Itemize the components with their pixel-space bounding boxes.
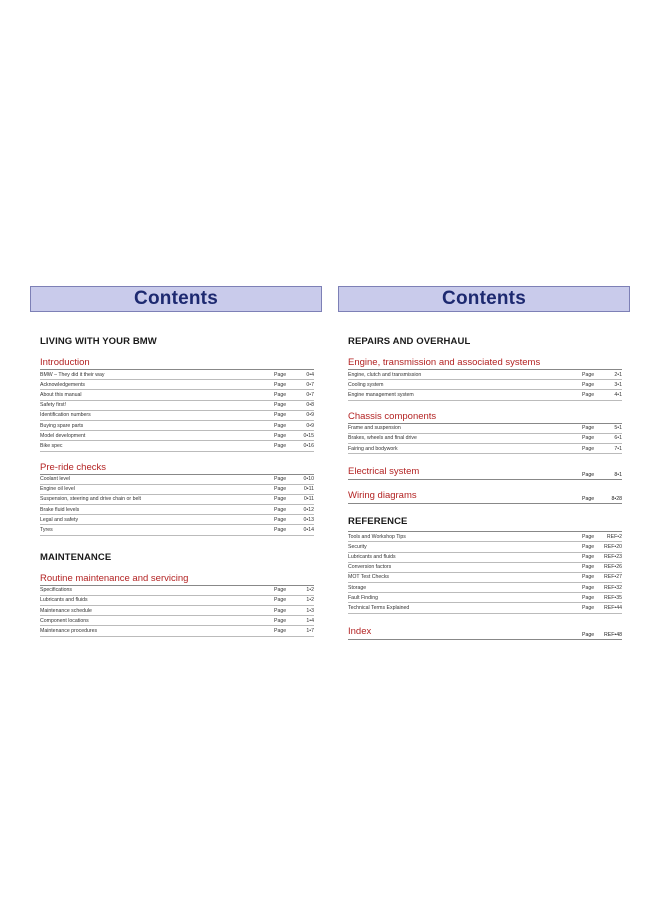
toc-row[interactable] <box>348 553 622 563</box>
page-number: 1•7 <box>306 627 314 634</box>
page-label: Page <box>274 432 287 439</box>
page-label: Page <box>582 574 595 581</box>
page-label: Page <box>582 533 595 540</box>
toc-section <box>40 462 314 536</box>
toc-entry-label: Brake fluid levels <box>40 506 80 513</box>
page-label: Page <box>582 425 595 432</box>
page-number: REF•44 <box>604 605 622 612</box>
toc-row[interactable] <box>40 525 314 535</box>
page-label: Page <box>274 617 287 624</box>
toc-entry-label: Conversion factors <box>348 564 392 571</box>
page-number: 1•4 <box>306 617 314 624</box>
page-number: 0•9 <box>306 412 314 419</box>
right-page <box>338 286 630 640</box>
reference-rows <box>348 531 622 614</box>
toc-row[interactable] <box>40 390 314 400</box>
section-wiring[interactable] <box>348 490 622 504</box>
toc-entry-label: Lubricants and fluids <box>348 554 396 561</box>
page-number: 0•10 <box>303 476 314 483</box>
page-number: 0•7 <box>306 381 314 388</box>
toc-row[interactable] <box>40 626 314 636</box>
section-rows <box>348 370 622 401</box>
page-number: REF•35 <box>604 594 622 601</box>
right-contents-column <box>338 336 630 640</box>
page-label: Page <box>582 445 595 452</box>
toc-entry-label: Tyres <box>40 527 53 534</box>
page-number: 7•1 <box>614 445 622 452</box>
toc-entry-label: Cooling system <box>348 381 384 388</box>
page-number: 1•2 <box>306 597 314 604</box>
page-label: Page <box>582 605 595 612</box>
toc-entry-label: Legal and safety <box>40 516 79 523</box>
page-label: Page <box>274 476 287 483</box>
toc-section <box>40 357 314 452</box>
page-label: Page <box>582 496 595 503</box>
page-label: Page <box>582 594 595 601</box>
part-heading-reference: REFERENCE <box>348 516 408 528</box>
toc-row[interactable] <box>40 431 314 441</box>
left-contents-column <box>30 336 322 637</box>
section-electrical[interactable] <box>348 466 622 480</box>
page-label: Page <box>582 554 595 561</box>
toc-entry-label: Storage <box>348 584 367 591</box>
page-number: REF•32 <box>604 584 622 591</box>
section-title[interactable]: Routine maintenance and servicing <box>40 573 314 586</box>
section-engine <box>348 357 622 401</box>
part-heading: MAINTENANCE <box>40 551 112 563</box>
page-label: Page <box>274 516 287 523</box>
section-title: Wiring diagrams <box>348 490 417 502</box>
section-title[interactable]: Introduction <box>40 357 314 370</box>
page-number: 0•16 <box>303 442 314 449</box>
toc-row[interactable] <box>348 532 622 542</box>
toc-row[interactable] <box>40 505 314 515</box>
page-label: Page <box>274 527 287 534</box>
section-index[interactable] <box>348 626 622 640</box>
toc-row[interactable] <box>40 411 314 421</box>
toc-row[interactable] <box>348 380 622 390</box>
page-label: Page <box>274 597 287 604</box>
section-rows <box>348 424 622 455</box>
toc-row[interactable] <box>40 475 314 485</box>
page-label: Page <box>274 371 287 378</box>
page-number: 8•1 <box>614 472 622 479</box>
page-number: 0•11 <box>303 496 314 503</box>
contents-banner-right <box>338 286 630 312</box>
section-title[interactable]: Chassis components <box>348 411 622 424</box>
page-number: REF•48 <box>604 631 622 638</box>
page-label: Page <box>582 631 595 638</box>
page-number: 8•28 <box>611 496 622 503</box>
page-number: 0•9 <box>306 422 314 429</box>
toc-row[interactable] <box>40 421 314 431</box>
page-label: Page <box>582 391 595 398</box>
page-number: 3•1 <box>614 381 622 388</box>
contents-banner-left <box>30 286 322 312</box>
toc-row[interactable] <box>40 596 314 606</box>
page-number: 2•1 <box>614 371 622 378</box>
page-number: 1•2 <box>306 587 314 594</box>
toc-row[interactable] <box>348 370 622 380</box>
section-title[interactable]: Engine, transmission and associated systems <box>348 357 622 370</box>
page-number: 0•14 <box>303 527 314 534</box>
page-number: 6•1 <box>614 435 622 442</box>
toc-row[interactable] <box>348 573 622 583</box>
toc-entry-label: Coolant level <box>40 476 70 483</box>
section-title[interactable]: Pre-ride checks <box>40 462 314 475</box>
toc-entry-label: Bike spec <box>40 442 63 449</box>
toc-entry-label: Engine, clutch and transmission <box>348 371 422 378</box>
page-label: Page <box>274 587 287 594</box>
toc-entry-label: Brakes, wheels and final drive <box>348 435 417 442</box>
page-number: REF•2 <box>606 533 622 540</box>
toc-entry-label: Component locations <box>40 617 89 624</box>
toc-row[interactable] <box>40 401 314 411</box>
toc-entry-label: Engine oil level <box>40 486 75 493</box>
page-label: Page <box>582 371 595 378</box>
toc-entry-label: Engine management system <box>348 391 414 398</box>
toc-row[interactable] <box>348 424 622 434</box>
toc-row[interactable] <box>40 606 314 616</box>
page-label: Page <box>274 607 287 614</box>
page-label: Page <box>274 391 287 398</box>
toc-entry-label: Safety first! <box>40 402 66 409</box>
part-heading-repairs: REPAIRS AND OVERHAUL <box>348 336 471 347</box>
toc-row[interactable] <box>348 444 622 454</box>
toc-entry-label: Buying spare parts <box>40 422 84 429</box>
page-number: 0•7 <box>306 391 314 398</box>
toc-entry-label: Model development <box>40 432 86 439</box>
toc-row[interactable] <box>348 593 622 603</box>
toc-entry-label: Tools and Workshop Tips <box>348 533 406 540</box>
page-label: Page <box>274 506 287 513</box>
toc-row[interactable] <box>40 441 314 451</box>
section-title: Index <box>348 625 372 637</box>
banner-title: Contents <box>134 288 218 309</box>
toc-entry-label: About this manual <box>40 391 82 398</box>
page-label: Page <box>274 442 287 449</box>
page-number: 5•1 <box>614 425 622 432</box>
toc-entry-label: Security <box>348 543 367 550</box>
page-label: Page <box>582 564 595 571</box>
page-number: 0•15 <box>303 432 314 439</box>
toc-row[interactable] <box>40 485 314 495</box>
left-page <box>30 286 322 637</box>
toc-row[interactable] <box>348 434 622 444</box>
page-number: 0•12 <box>303 506 314 513</box>
toc-entry-label: Frame and suspension <box>348 425 401 432</box>
page-number: 1•3 <box>306 607 314 614</box>
section-title: Electrical system <box>348 466 420 478</box>
page-number: REF•27 <box>604 574 622 581</box>
toc-entry-label: Lubricants and fluids <box>40 597 88 604</box>
page-number: 0•4 <box>306 371 314 378</box>
toc-entry-label: Technical Terms Explained <box>348 605 410 612</box>
page-number: 0•8 <box>306 402 314 409</box>
part-heading: LIVING WITH YOUR BMW <box>40 336 157 347</box>
page-number: 0•11 <box>303 486 314 493</box>
toc-row[interactable] <box>348 542 622 552</box>
toc-row[interactable] <box>348 583 622 593</box>
toc-row[interactable] <box>348 603 622 613</box>
toc-entry-label: BMW – They did it their way <box>40 371 105 378</box>
page-label: Page <box>274 402 287 409</box>
page-label: Page <box>274 381 287 388</box>
toc-row[interactable] <box>40 586 314 596</box>
page-label: Page <box>274 496 287 503</box>
toc-entry-label: Specifications <box>40 587 73 594</box>
page-label: Page <box>582 584 595 591</box>
page-number: 4•1 <box>614 391 622 398</box>
banner-title: Contents <box>442 288 526 309</box>
page-number: 0•13 <box>303 516 314 523</box>
toc-row[interactable] <box>40 495 314 505</box>
toc-row[interactable] <box>40 515 314 525</box>
toc-entry-label: Fault Finding <box>348 594 378 601</box>
toc-row[interactable] <box>348 390 622 400</box>
toc-entry-label: Maintenance schedule <box>40 607 92 614</box>
page-number: REF•20 <box>604 543 622 550</box>
page-number: REF•23 <box>604 554 622 561</box>
toc-row[interactable] <box>40 370 314 380</box>
page-label: Page <box>582 435 595 442</box>
toc-entry-label: Suspension, steering and drive chain or belt <box>40 496 141 503</box>
page-label: Page <box>274 486 287 493</box>
toc-row[interactable] <box>40 380 314 390</box>
toc-row[interactable] <box>348 563 622 573</box>
toc-entry-label: Fairing and bodywork <box>348 445 398 452</box>
toc-entry-label: Maintenance procedures <box>40 627 98 634</box>
page-label: Page <box>274 627 287 634</box>
toc-entry-label: Identification numbers <box>40 412 91 419</box>
page-label: Page <box>582 543 595 550</box>
page-label: Page <box>274 422 287 429</box>
page-label: Page <box>582 381 595 388</box>
toc-entry-label: Acknowledgements <box>40 381 85 388</box>
section-chassis <box>348 411 622 455</box>
toc-entry-label: MOT Test Checks <box>348 574 390 581</box>
page-label: Page <box>582 472 595 479</box>
toc-section <box>40 573 314 637</box>
page-number: REF•26 <box>604 564 622 571</box>
toc-row[interactable] <box>40 616 314 626</box>
page-label: Page <box>274 412 287 419</box>
